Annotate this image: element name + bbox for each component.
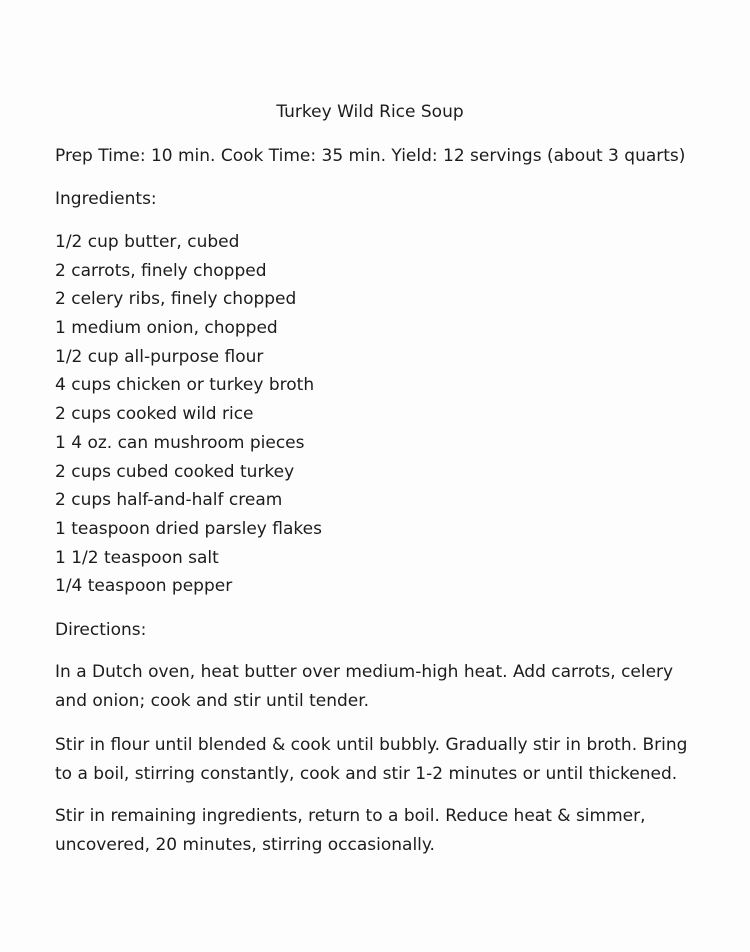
recipe-title: Turkey Wild Rice Soup (276, 102, 464, 122)
ingredient-item: 1 medium onion, chopped (55, 318, 278, 339)
ingredient-item: 2 carrots, finely chopped (55, 260, 267, 281)
ingredient-item: 2 cups cooked wild rice (55, 404, 254, 425)
recipe-meta: Prep Time: 10 min. Cook Time: 35 min. Yield: 12 servings (about 3 quarts) (55, 146, 686, 166)
ingredient-item: 1/2 cup all-purpose flour (55, 346, 264, 367)
ingredients-list (55, 230, 322, 603)
direction-step: In a Dutch oven, heat butter over medium-high heat. Add carrots, celery and onion; cook and stir until tender. (55, 662, 674, 711)
ingredients-heading: Ingredients: (55, 189, 157, 209)
ingredient-item: 1 teaspoon dried parsley flakes (55, 518, 322, 539)
ingredient-item: 4 cups chicken or turkey broth (55, 375, 315, 396)
ingredient-item: 1/2 cup butter, cubed (55, 232, 240, 252)
ingredient-item: 1/4 teaspoon pepper (55, 576, 233, 597)
direction-step: Stir in flour until blended & cook until bubbly. Gradually stir in broth. Bring to a boil, stirring constantly, cook and stir 1-2 minutes or until thickened. (55, 735, 688, 784)
ingredient-item: 1 4 oz. can mushroom pieces (55, 432, 305, 453)
ingredient-item: 2 celery ribs, finely chopped (55, 289, 297, 310)
ingredient-item: 2 cups half-and-half cream (55, 490, 283, 511)
ingredient-item: 1 1/2 teaspoon salt (55, 547, 219, 568)
directions-heading: Directions: (55, 620, 147, 640)
direction-step: Stir in remaining ingredients, return to a boil. Reduce heat & simmer, uncovered, 20 minutes, stirring occasionally. (55, 806, 646, 855)
ingredient-item: 2 cups cubed cooked turkey (55, 461, 295, 482)
